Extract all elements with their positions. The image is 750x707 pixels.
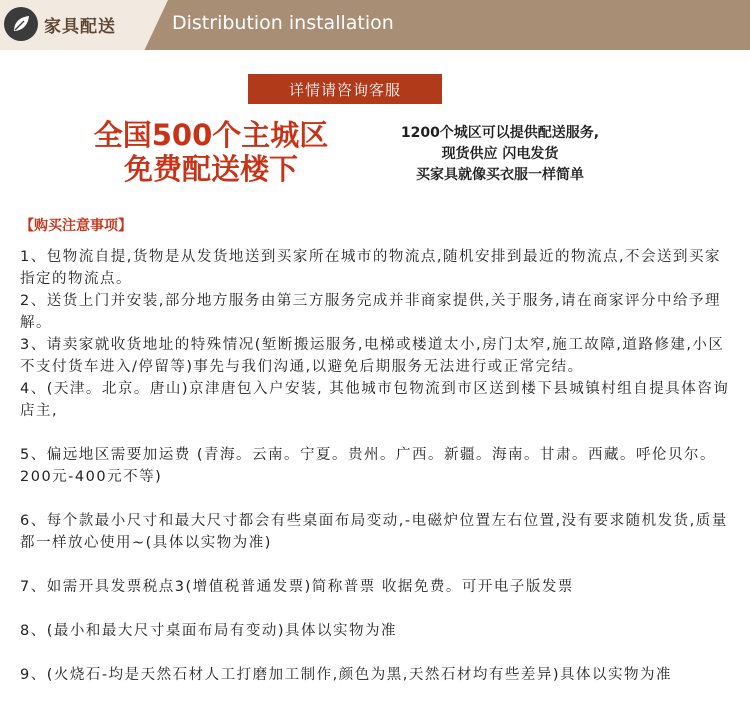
notice-item: 5、偏远地区需要加运费 (青海。云南。宁夏。贵州。广西。新疆。海南。甘肃。西藏。呼伦贝尔。200元-400元不等) (20, 447, 716, 485)
notice-item: 6、每个款最小尺寸和最大尺寸都会有些桌面布局变动,-电磁炉位置左右位置,没有要求随机发货,质量都一样放心使用~(具体以实物为准) (20, 513, 728, 551)
notice-list (20, 246, 736, 686)
consult-service-button[interactable]: 详情请咨询客服 (248, 74, 442, 104)
feature-list (370, 123, 630, 186)
notice-item: 3、请卖家就收货地址的特殊情况(堑断搬运服务,电梯或楼道太小,房门太窄,施工故障,道路修建,小区不支付货车进入/停留等)事先与我们沟通,以避免后期服务无法进行或正常完结。 (20, 337, 725, 375)
notice-item: 9、(火烧石-均是天然石材人工打磨加工制作,颜色为黑,天然石材均有些差异)具体以实物为准 (20, 667, 672, 683)
notice-item: 4、(天津。北京。唐山)京津唐包入户安装, 其他城市包物流到市区送到楼下县城镇村组自提具体咨询店主, (20, 381, 730, 419)
spacer (20, 598, 736, 620)
promo-line-2: 免费配送楼下 (123, 152, 298, 186)
notice-item: 7、如需开具发票税点3(增值税普通发票)简称普票 收据免费。可开电子版发票 (20, 579, 574, 595)
notice-title: 【购买注意事项】 (20, 218, 132, 234)
promo-headline (80, 118, 342, 186)
banner-title: 家具配送 (44, 17, 116, 37)
promo-line-1: 全国500个主城区 (93, 118, 329, 152)
spacer (20, 554, 736, 576)
leaf-icon (4, 7, 38, 41)
feature-item: 现货供应 闪电发货 (441, 146, 559, 162)
header-banner (0, 0, 750, 50)
banner-subtitle: Distribution installation (172, 12, 394, 34)
notice-item: 2、送货上门并安装,部分地方服务由第三方服务完成并非商家提供,关于服务,请在商家评分中给予理解。 (20, 293, 722, 331)
spacer (20, 422, 736, 444)
feature-item: 1200个城区可以提供配送服务, (400, 125, 600, 141)
spacer (20, 488, 736, 510)
notice-item: 8、(最小和最大尺寸桌面布局有变动)具体以实物为准 (20, 623, 398, 639)
spacer (20, 642, 736, 664)
feature-item: 买家具就像买衣服一样简单 (416, 167, 584, 183)
notice-item: 1、包物流自提,货物是从发货地送到买家所在城市的物流点,随机安排到最近的物流点,不会送到买家指定的物流点。 (20, 249, 722, 287)
